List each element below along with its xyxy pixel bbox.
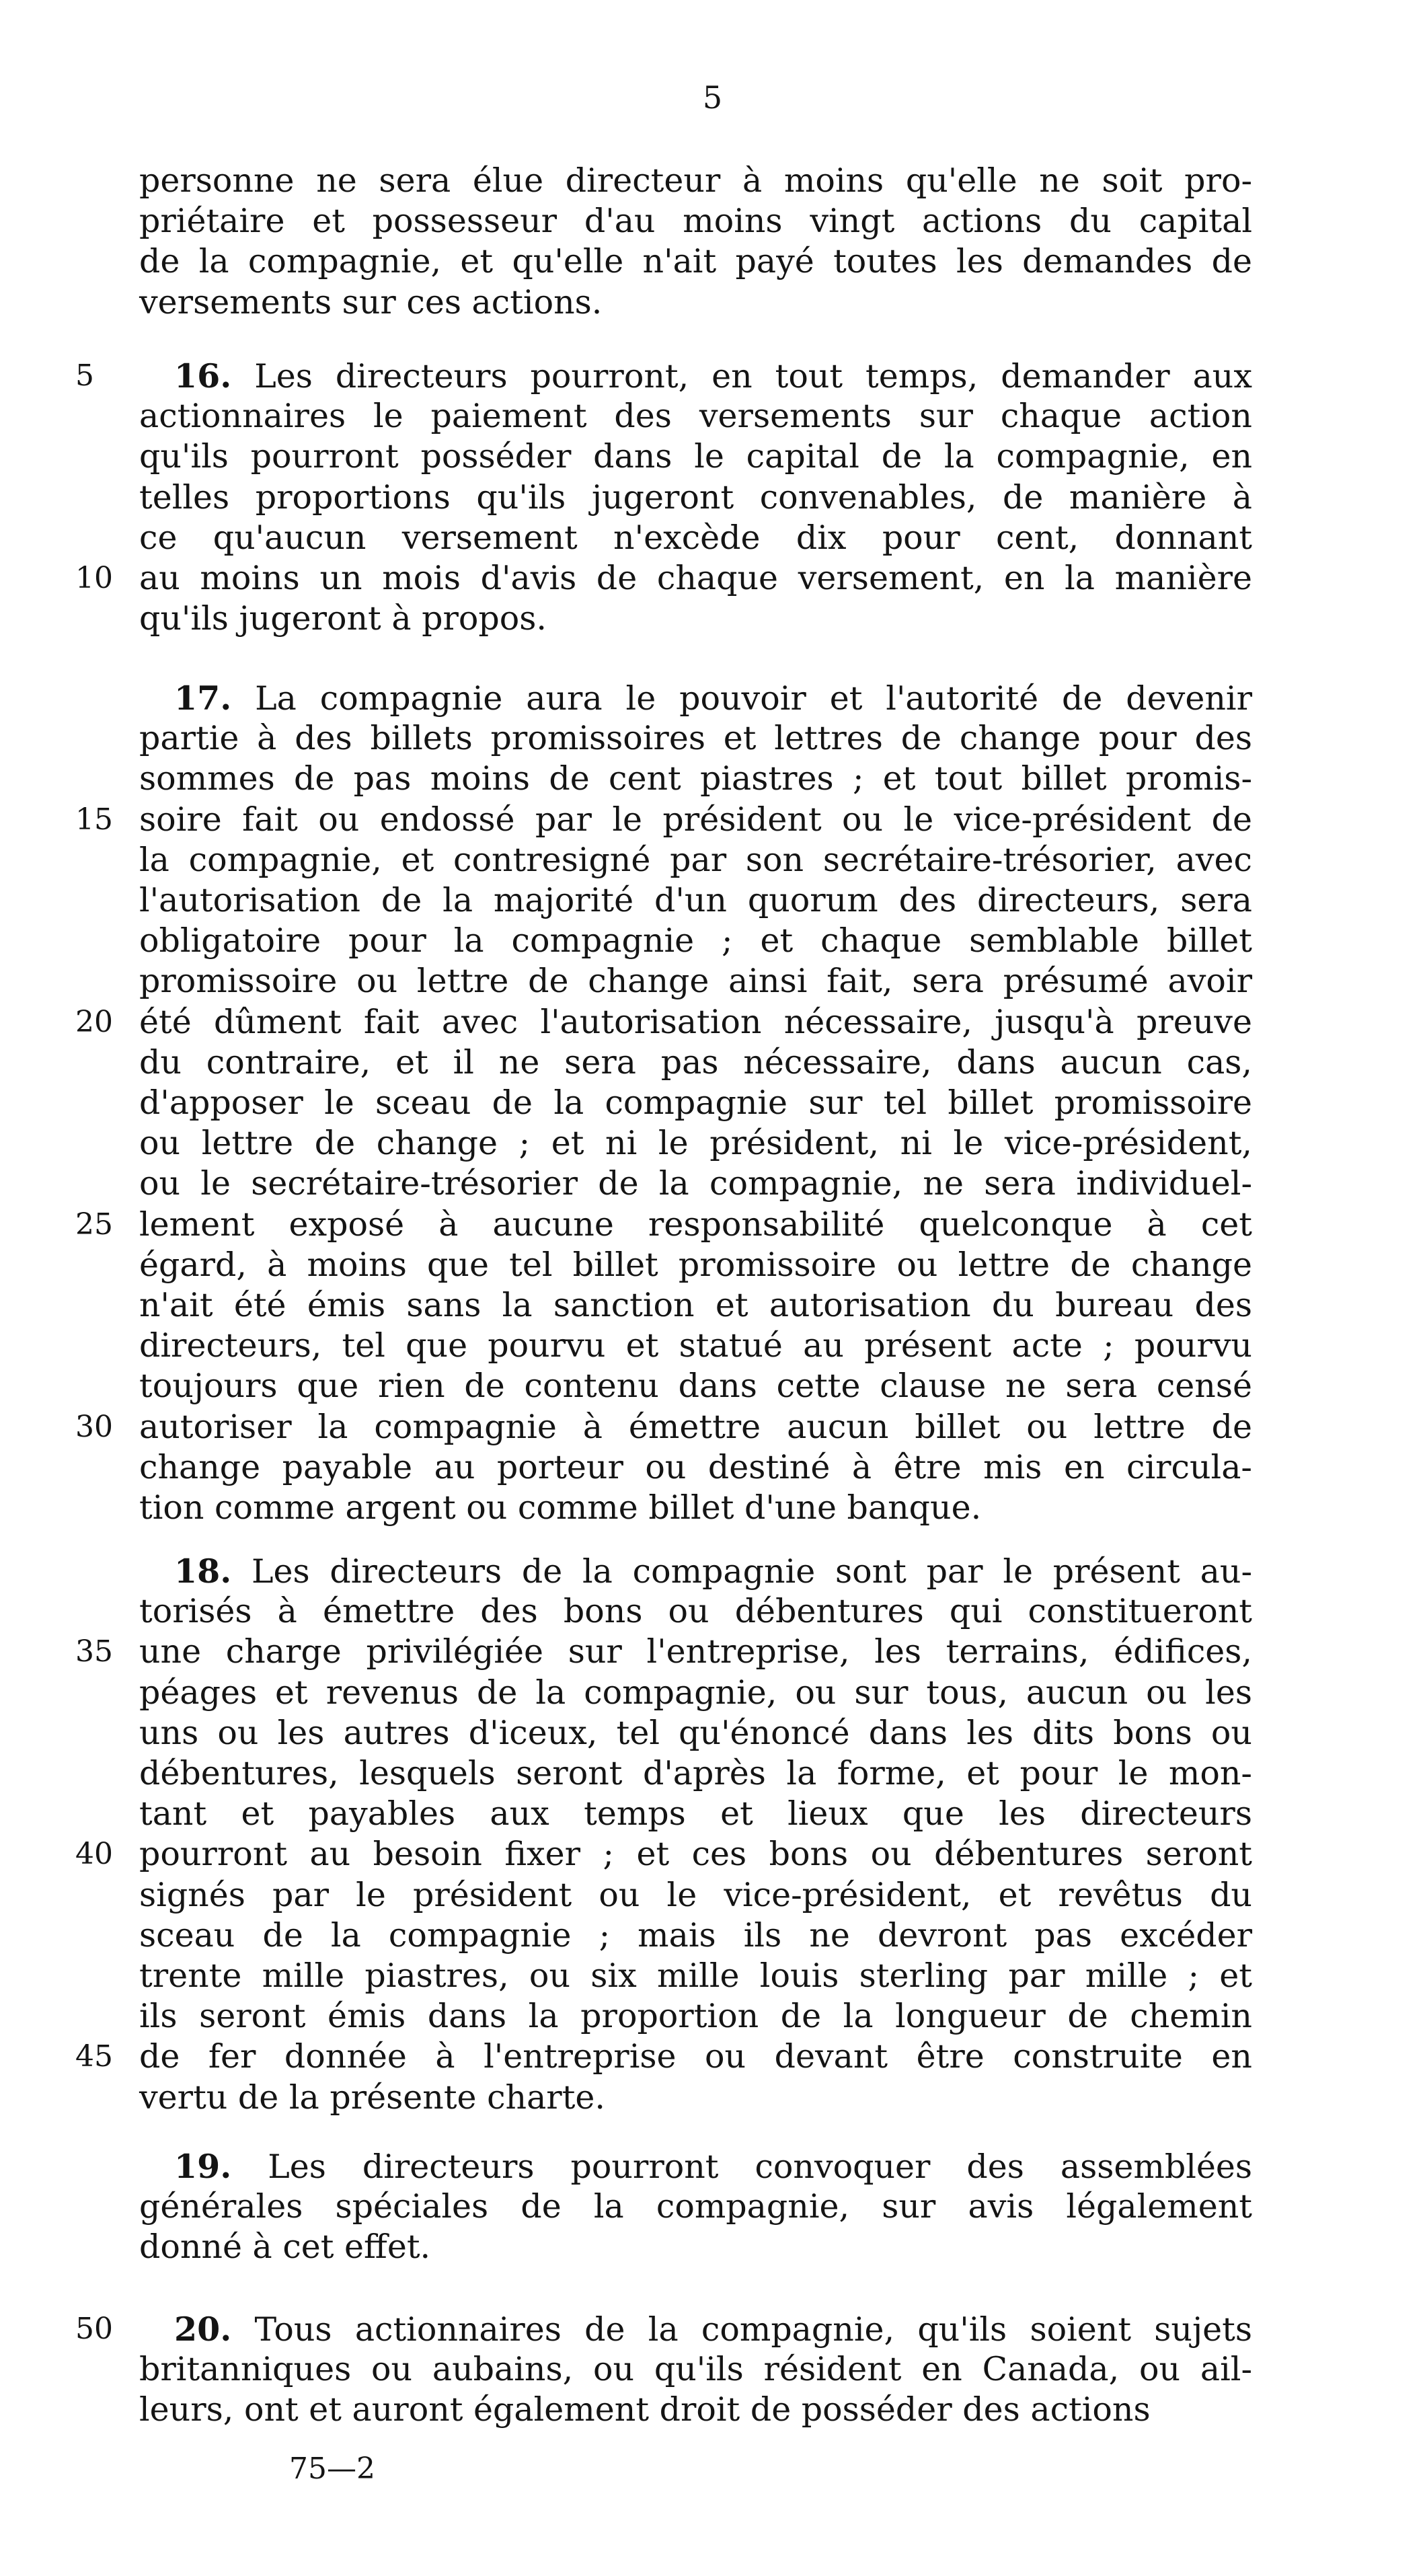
line-text: trente mille piastres, ou six mille louis sterling par mille ; et xyxy=(139,1957,1252,1995)
text-line xyxy=(139,241,1252,282)
line-number: 30 xyxy=(75,1409,113,1444)
text-line xyxy=(139,1753,1252,1794)
line-text: personne ne sera élue directeur à moins qu'elle ne soit pro- xyxy=(139,161,1252,200)
text-line xyxy=(139,1163,1252,1205)
text-line xyxy=(139,880,1252,921)
line-text: change payable au porteur ou destiné à être mis en circula- xyxy=(139,1447,1252,1486)
line-number: 10 xyxy=(75,561,113,595)
text-line xyxy=(139,160,1252,202)
section-number: 17. xyxy=(174,679,232,718)
line-text: de fer donnée à l'entreprise ou devant être construite en xyxy=(139,2037,1252,2076)
line-text: vertu de la présente charte. xyxy=(139,2078,605,2117)
text-line xyxy=(139,355,1252,397)
line-text: donné à cet effet. xyxy=(139,2228,431,2267)
text-line xyxy=(139,2186,1252,2228)
text-line xyxy=(139,1955,1252,1997)
line-text: lement exposé à aucune responsabilité quelconque à cet xyxy=(139,1205,1252,1244)
line-text: n'ait été émis sans la sanction et autorisation du bureau des xyxy=(139,1286,1252,1324)
text-line xyxy=(139,1833,1252,1875)
line-text: pourront au besoin fixer ; et ces bons ou débentures seront xyxy=(139,1835,1252,1874)
text-line xyxy=(139,1447,1252,1488)
line-text: ou lettre de change ; et ni le président, ni le vice-président, xyxy=(139,1124,1252,1163)
line-text: tion comme argent ou comme billet d'une banque. xyxy=(139,1488,982,1527)
line-text: soire fait ou endossé par le président ou le vice-président de xyxy=(139,800,1252,839)
line-number: 20 xyxy=(75,1004,113,1039)
line-text: directeurs, tel que pourvu et statué au présent acte ; pourvu xyxy=(139,1326,1252,1365)
text-line xyxy=(139,558,1252,599)
line-text: uns ou les autres d'iceux, tel qu'énoncé dans les dits bons ou xyxy=(139,1713,1252,1752)
text-line xyxy=(139,1406,1252,1448)
line-text: promissoire ou lettre de change ainsi fait, sera présumé avoir xyxy=(139,962,1252,1001)
line-text: l'autorisation de la majorité d'un quorum des directeurs, sera xyxy=(139,881,1252,919)
line-text: péages et revenus de la compagnie, ou sur tous, aucun ou les xyxy=(139,1673,1252,1712)
text-line xyxy=(139,1325,1252,1367)
line-text: toujours que rien de contenu dans cette clause ne sera censé xyxy=(139,1367,1252,1406)
text-line xyxy=(139,1082,1252,1124)
line-text: Les directeurs pourront, en tout temps, demander aux xyxy=(254,357,1252,395)
line-text: qu'ils pourront posséder dans le capital de la compagnie, en xyxy=(139,437,1252,476)
text-line xyxy=(139,477,1252,519)
text-line xyxy=(139,200,1252,242)
line-number: 15 xyxy=(75,802,113,837)
text-line xyxy=(139,2146,1252,2187)
line-text: débentures, lesquels seront d'après la forme, et pour le mon- xyxy=(139,1754,1252,1792)
line-text: du contraire, et il ne sera pas nécessaire, dans aucun cas, xyxy=(139,1043,1252,1082)
text-line xyxy=(139,2308,1252,2350)
text-line xyxy=(139,1591,1252,1632)
line-number: 45 xyxy=(75,2039,113,2074)
text-line xyxy=(139,960,1252,1002)
line-text: ou le secrétaire-trésorier de la compagnie, ne sera individuel- xyxy=(139,1164,1252,1203)
line-text: torisés à émettre des bons ou débentures qui constitueront xyxy=(139,1592,1252,1631)
line-text: actionnaires le paiement des versements sur chaque action xyxy=(139,397,1252,436)
line-text: leurs, ont et auront également droit de posséder des actions xyxy=(139,2390,1151,2429)
line-number: 25 xyxy=(75,1207,113,1242)
text-line xyxy=(139,395,1252,437)
line-text: signés par le président ou le vice-président, et revêtus du xyxy=(139,1875,1252,1914)
text-line xyxy=(139,1874,1252,1916)
line-text: générales spéciales de la compagnie, sur avis légalement xyxy=(139,2187,1252,2226)
line-text: Les directeurs pourront convoquer des assemblées xyxy=(268,2148,1253,2186)
line-text: telles proportions qu'ils jugeront convenables, de manière à xyxy=(139,478,1252,517)
text-line xyxy=(139,1915,1252,1957)
line-text: Les directeurs de la compagnie sont par le présent au- xyxy=(252,1552,1252,1591)
text-line xyxy=(139,1001,1252,1043)
section-number: 18. xyxy=(174,1552,232,1591)
line-text: priétaire et possesseur d'au moins vingt actions du capital xyxy=(139,202,1252,241)
line-text: partie à des billets promissoires et lettres de change pour des xyxy=(139,719,1252,758)
text-line xyxy=(139,1712,1252,1754)
text-line xyxy=(139,1996,1252,2037)
line-text: au moins un mois d'avis de chaque versement, en la manière xyxy=(139,559,1252,597)
page-number: 5 xyxy=(702,79,723,116)
text-line xyxy=(139,2036,1252,2078)
line-text: qu'ils jugeront à propos. xyxy=(139,599,547,638)
text-line xyxy=(139,758,1252,800)
line-number: 50 xyxy=(75,2312,113,2346)
text-line xyxy=(139,1487,1252,1529)
line-number: 35 xyxy=(75,1634,113,1669)
line-text: sceau de la compagnie ; mais ils ne devront pas excéder xyxy=(139,1916,1252,1955)
text-line xyxy=(139,1204,1252,1246)
text-line xyxy=(139,1123,1252,1164)
line-text: la compagnie, et contresigné par son secrétaire-trésorier, avec xyxy=(139,840,1252,879)
line-text: de la compagnie, et qu'elle n'ait payé toutes les demandes de xyxy=(139,242,1252,281)
text-line xyxy=(139,718,1252,759)
line-text: ce qu'aucun versement n'excède dix pour cent, donnant xyxy=(139,518,1252,557)
line-text: autoriser la compagnie à émettre aucun billet ou lettre de xyxy=(139,1407,1252,1446)
text-line xyxy=(139,1631,1252,1673)
text-line xyxy=(139,1285,1252,1326)
text-line xyxy=(139,2226,1252,2268)
text-line xyxy=(139,1550,1252,1592)
text-line xyxy=(139,1793,1252,1835)
text-line xyxy=(139,282,1252,324)
line-text: une charge privilégiée sur l'entreprise, les terrains, édifices, xyxy=(139,1632,1252,1671)
line-text: tant et payables aux temps et lieux que les directeurs xyxy=(139,1794,1252,1833)
text-line xyxy=(139,436,1252,478)
line-text: La compagnie aura le pouvoir et l'autorité de devenir xyxy=(255,679,1252,718)
text-line xyxy=(139,839,1252,881)
text-line xyxy=(139,1042,1252,1084)
text-line xyxy=(139,799,1252,841)
line-number: 5 xyxy=(75,358,94,393)
section-number: 16. xyxy=(174,356,232,395)
line-text: d'apposer le sceau de la compagnie sur tel billet promissoire xyxy=(139,1084,1252,1122)
text-line xyxy=(139,2349,1252,2390)
line-text: britanniques ou aubains, ou qu'ils résident en Canada, ou ail- xyxy=(139,2350,1252,2389)
text-line xyxy=(139,517,1252,559)
text-line xyxy=(139,1365,1252,1407)
section-number: 20. xyxy=(174,2310,232,2349)
line-text: sommes de pas moins de cent piastres ; et tout billet promis- xyxy=(139,759,1252,798)
text-line xyxy=(139,677,1252,719)
line-text: ils seront émis dans la proportion de la longueur de chemin xyxy=(139,1997,1252,2036)
line-text: obligatoire pour la compagnie ; et chaque semblable billet xyxy=(139,921,1252,960)
text-line xyxy=(139,1672,1252,1714)
footer-signature: 75—2 xyxy=(289,2452,375,2486)
text-line xyxy=(139,2077,1252,2119)
text-line xyxy=(139,2389,1252,2431)
line-text: égard, à moins que tel billet promissoire ou lettre de change xyxy=(139,1245,1252,1284)
text-line xyxy=(139,920,1252,962)
line-text: versements sur ces actions. xyxy=(139,282,603,321)
line-number: 40 xyxy=(75,1837,113,1872)
text-line xyxy=(139,1244,1252,1286)
text-line xyxy=(139,598,1252,640)
line-text: Tous actionnaires de la compagnie, qu'ils soient sujets xyxy=(254,2310,1252,2349)
section-number: 19. xyxy=(174,2147,232,2186)
line-text: été dûment fait avec l'autorisation nécessaire, jusqu'à preuve xyxy=(139,1002,1252,1041)
